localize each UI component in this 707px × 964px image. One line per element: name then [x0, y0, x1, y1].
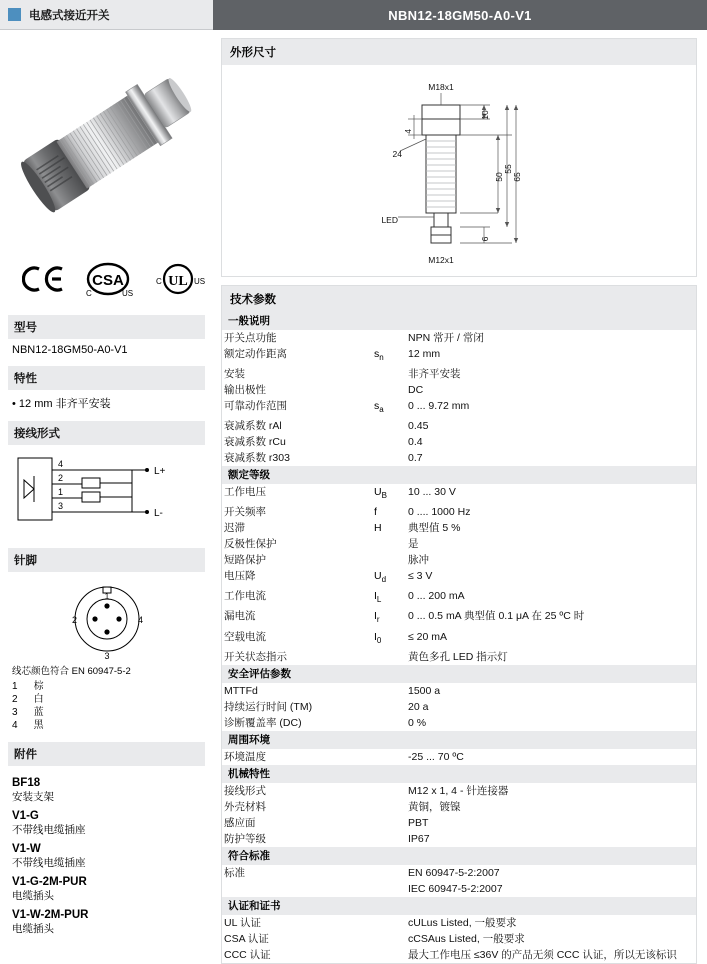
table-row: 衰减系数 rCu 0.4: [224, 436, 423, 449]
table-row: 持续运行时间 (TM) 20 a: [224, 700, 429, 713]
table-row: 感应面 PBT: [224, 816, 429, 829]
table-row: 外壳材料 黄铜，镀镍: [224, 800, 461, 813]
svg-text:2: 2: [58, 473, 64, 483]
dimension-drawing: [221, 65, 697, 277]
table-row: 漏电流 $I_r$ 0 ... 0.5 mA 典型值 0.1 μA 在 25 ºC 时: [224, 610, 585, 625]
table-row: 额定动作距离 $s_n$ 12 mm: [224, 348, 441, 363]
table-row: 可靠动作范围 $s_a$ 0 ... 9.72 mm: [224, 400, 470, 415]
panel-title-dimensions: 外形尺寸: [221, 38, 697, 65]
dim-6: 6: [480, 236, 490, 242]
svg-text:US: US: [194, 277, 206, 286]
spec-group-header: 一般说明: [222, 312, 696, 330]
certification-marks: [8, 249, 205, 309]
spec-group-header: 认证和证书: [222, 897, 696, 915]
ce-mark-icon: [22, 266, 66, 292]
section-title-wiring: 接线形式: [8, 421, 205, 445]
svg-text:4: 4: [138, 615, 144, 625]
wiring-diagram: [8, 445, 205, 542]
table-row: [12, 680, 60, 693]
wire-no: 3: [12, 707, 18, 718]
ul-mark-icon: [150, 260, 206, 298]
table-row: IEC 60947-5-2:2007: [408, 882, 503, 895]
accessories-list: [8, 766, 205, 940]
section-title-accessories: 附件: [8, 742, 205, 766]
page-body: [0, 30, 707, 964]
pinout-diagram: [8, 572, 205, 736]
table-row: 短路保护 脉冲: [224, 554, 429, 567]
svg-text:1: 1: [58, 487, 64, 497]
features-value: • 12 mm 非齐平安装: [12, 398, 111, 410]
wire-no: 4: [12, 720, 18, 731]
right-column: [213, 30, 707, 964]
model-value: NBN12-18GM50-A0-V1: [12, 344, 128, 356]
dim-10: 10: [480, 110, 490, 120]
table-row: 安装 非齐平安装: [224, 368, 461, 381]
spec-table-container: [221, 312, 697, 964]
dim-thread-bottom: M12x1: [428, 255, 454, 265]
dim-24: 24: [392, 149, 402, 159]
spec-group-header: 额定等级: [222, 466, 696, 484]
list-item: [12, 843, 201, 870]
svg-text:3: 3: [104, 651, 110, 661]
table-row: [12, 693, 60, 706]
spec-group-header: 周围环境: [222, 731, 696, 749]
table-row: CCC 认证 最大工作电压 ≤36V 的产品无须 CCC 认证，所以无该标识: [224, 948, 677, 961]
accessory-name: V1-G: [12, 810, 39, 822]
section-title-model: 型号: [8, 315, 205, 339]
svg-text:3: 3: [58, 501, 64, 511]
table-row: 接线形式 M12 x 1, 4 - 针连接器: [224, 784, 509, 797]
accessory-name: V1-W: [12, 843, 41, 855]
list-item: [12, 876, 201, 903]
table-row: 反极性保护 是: [224, 538, 419, 551]
dim-65: 65: [512, 172, 522, 182]
table-row: 防护等级 IP67: [224, 832, 430, 845]
table-row: 开关状态指示 黄色多孔 LED 指示灯: [224, 650, 508, 663]
dim-thread-top: M18x1: [428, 82, 454, 92]
section-title-features: 特性: [8, 366, 205, 390]
svg-text:C: C: [86, 289, 92, 298]
wire-color: 黑: [33, 720, 44, 731]
product-photo: [8, 34, 205, 249]
section-title-pinout: 针脚: [8, 548, 205, 572]
table-row: 标准 EN 60947-5-2:2007: [224, 866, 500, 879]
list-item: [12, 810, 201, 837]
wire-color: 棕: [33, 681, 44, 692]
page-header: [0, 0, 707, 30]
table-row: 环境温度 -25 ... 70 ºC: [224, 750, 464, 763]
table-row: UL 认证 cULus Listed, 一般要求: [224, 916, 517, 929]
spec-group-header: 符合标准: [222, 847, 696, 865]
svg-text:CSA: CSA: [92, 272, 124, 289]
svg-text:L+: L+: [154, 466, 166, 477]
dim-4: 4: [403, 129, 413, 134]
accessory-desc: 不带线电缆插座: [12, 857, 86, 869]
table-row: 空载电流 $I_0$ ≤ 20 mA: [224, 630, 448, 645]
spec-group-header: 安全评估参数: [222, 665, 696, 683]
wire-no: 1: [12, 681, 18, 692]
svg-text:US: US: [122, 289, 134, 298]
accessory-desc: 电缆插头: [12, 923, 54, 935]
spec-table: [222, 312, 696, 963]
header-model-title: NBN12-18GM50-A0-V1: [213, 0, 707, 30]
table-row: [12, 706, 60, 719]
panel-title-specs: 技术参数: [221, 285, 697, 312]
wire-color-note: 线芯颜色符合 EN 60947-5-2: [12, 666, 131, 677]
table-row: MTTFd 1500 a: [224, 684, 441, 697]
header-left: [0, 0, 213, 30]
svg-text:4: 4: [58, 459, 64, 469]
table-row: [12, 719, 60, 732]
table-row: 工作电流 $I_L$ 0 ... 200 mA: [224, 590, 465, 605]
brand-square-icon: [8, 8, 21, 21]
table-row: 电压降 $U_d$ ≤ 3 V: [224, 570, 433, 585]
table-row: 输出极性 DC: [224, 384, 424, 397]
wire-no: 2: [12, 694, 18, 705]
table-row: 衰减系数 r303 0.7: [224, 452, 423, 465]
dim-led-label: LED: [381, 215, 398, 225]
table-row: 迟滞 H 典型值 5 %: [224, 522, 461, 535]
svg-text:1: 1: [104, 592, 110, 601]
list-item: [12, 777, 201, 804]
left-column: [0, 30, 213, 964]
svg-text:2: 2: [72, 615, 78, 625]
header-category-title: 电感式接近开关: [29, 9, 110, 22]
wire-color: 蓝: [33, 707, 44, 718]
accessory-desc: 电缆插头: [12, 890, 54, 902]
table-row: 衰减系数 rAl 0.45: [224, 420, 429, 433]
list-item: [12, 909, 201, 936]
accessory-name: BF18: [12, 777, 41, 789]
accessory-name: V1-G-2M-PUR: [12, 876, 87, 888]
table-row: 开关点功能 NPN 常开 / 常闭: [224, 332, 484, 344]
wire-color-table: [12, 680, 60, 732]
svg-text:C: C: [156, 277, 162, 286]
accessory-desc: 安装支架: [12, 791, 54, 803]
accessory-name: V1-W-2M-PUR: [12, 909, 89, 921]
table-row: 工作电压 $U_B$ 10 ... 30 V: [224, 486, 456, 501]
table-row: 开关频率 f 0 .... 1000 Hz: [224, 506, 471, 519]
svg-text:L-: L-: [154, 508, 163, 519]
dim-55: 55: [503, 164, 513, 174]
wire-color: 白: [33, 694, 44, 705]
dim-50: 50: [494, 172, 504, 182]
csa-mark-icon: [80, 260, 136, 298]
spec-group-header: 机械特性: [222, 765, 696, 783]
table-row: CSA 认证 cCSAus Listed, 一般要求: [224, 932, 525, 945]
svg-text:UL: UL: [168, 274, 188, 289]
table-row: 诊断覆盖率 (DC) 0 %: [224, 716, 427, 729]
accessory-desc: 不带线电缆插座: [12, 824, 86, 836]
